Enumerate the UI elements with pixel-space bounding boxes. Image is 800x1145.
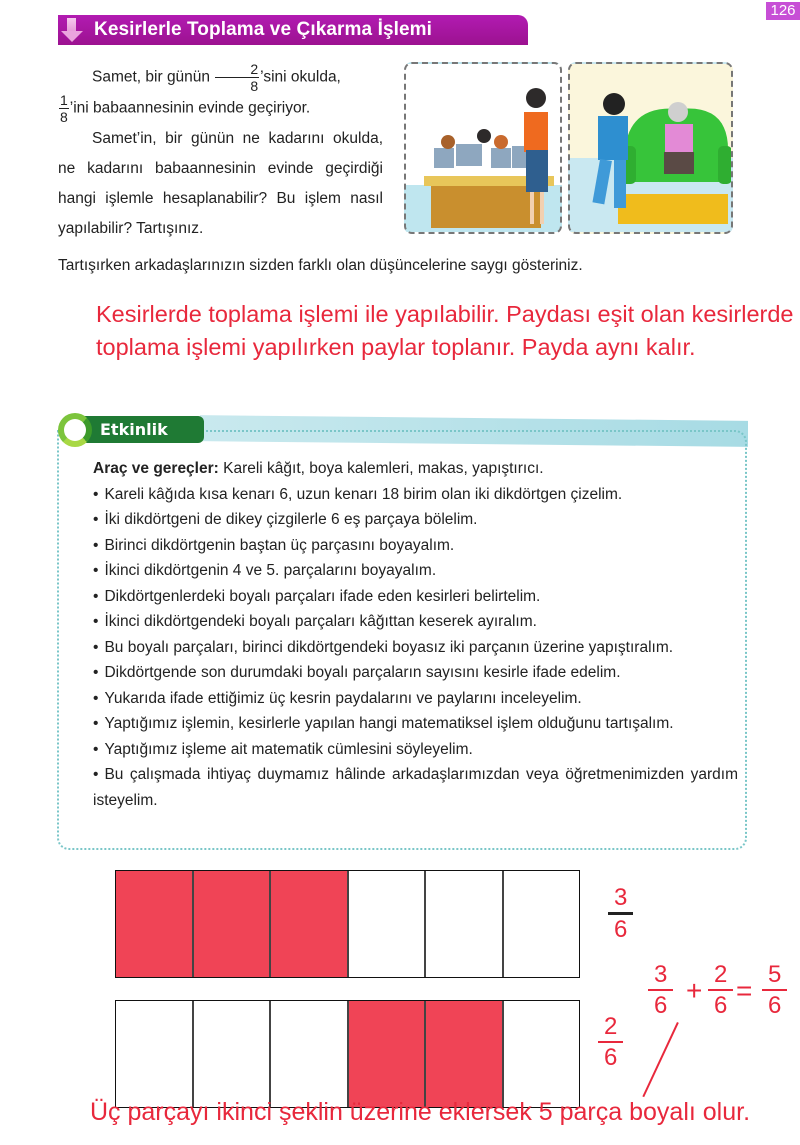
activity-step: • Bu çalışmada ihtiyaç duymamız hâlinde arkadaşlarımızdan veya öğretmenimizden yardım isteyelim. — [93, 762, 738, 813]
arrow-down-icon — [58, 15, 86, 45]
bar-cell-empty — [116, 1001, 194, 1107]
page-number: 126 — [766, 2, 800, 20]
activity-step: • Yaptığımız işlemin, kesirlerle yapılan hangi matematiksel işlem olduğunu tartışalım. — [93, 711, 738, 737]
plus-sign: + — [686, 975, 703, 1006]
activity-step: • İkinci dikdörtgenin 4 ve 5. parçalarını boyayalım. — [93, 558, 738, 584]
equals-sign: = — [736, 975, 753, 1006]
recycle-cycle-icon — [58, 413, 92, 447]
section-title-bar — [58, 15, 528, 45]
intro-text — [58, 62, 383, 244]
activity-step: • Dikdörtgenlerdeki boyalı parçaları ifade eden kesirleri belirtelim. — [93, 584, 738, 610]
fraction-label-bar2: 2 6 — [598, 1015, 623, 1070]
rectangle-2-two-sixths — [115, 1000, 580, 1108]
bar-cell-empty — [504, 1001, 580, 1107]
materials-line — [93, 456, 738, 482]
intro-line1-pre: Samet, bir günün — [92, 68, 211, 86]
activity-step: • İki dikdörtgeni de dikey çizgilerle 6 eş parçaya bölelim. — [93, 507, 738, 533]
bar-cell-empty — [426, 871, 504, 977]
activity-step: • İkinci dikdörtgendeki boyalı parçaları kâğıttan keserek ayıralım. — [93, 609, 738, 635]
activity-content — [93, 456, 738, 813]
bar-cell-shaded — [194, 871, 272, 977]
fraction-label-bar1: 3 6 — [608, 886, 633, 942]
bar-cell-empty — [349, 871, 427, 977]
school-illustration — [404, 62, 562, 234]
bar-cell-empty — [194, 1001, 272, 1107]
equation-term-a: 3 6 — [648, 963, 673, 1018]
intro-line1-post: ’sini okulda, — [260, 68, 341, 86]
bar-cell-shaded — [271, 871, 349, 977]
fraction-1-8: $\frac{1}{8}$ — [60, 92, 68, 125]
activity-step: • Yaptığımız işleme ait matematik cümlesini söyleyelim. — [93, 737, 738, 763]
annotation-pointer-line — [642, 1022, 678, 1097]
equation-term-b: 2 6 — [708, 963, 733, 1018]
bar-cell-shaded — [426, 1001, 504, 1107]
intro-line2-post: ’ini babaannesinin evinde geçiriyor. — [69, 99, 311, 117]
grandmother-illustration — [568, 62, 733, 234]
activity-step: • Birinci dikdörtgenin baştan üç parçasını boyayalım. — [93, 533, 738, 559]
fraction-2-8: $\frac{2}{8}$ — [215, 62, 259, 93]
bar-cell-empty — [504, 871, 580, 977]
bar-cell-empty — [271, 1001, 349, 1107]
intro-last-line: Tartışırken arkadaşlarınızın sizden farklı olan düşüncelerine saygı gösteriniz. — [58, 257, 583, 274]
section-title: Kesirlerle Toplama ve Çıkarma İşlemi — [94, 19, 433, 40]
activity-tab: Etkinlik — [80, 416, 204, 443]
activity-step: • Bu boyalı parçaları, birinci dikdörtgendeki boyasız iki parçanın üzerine yapıştıralım. — [93, 635, 738, 661]
materials-label: Araç ve gereçler: — [93, 460, 219, 477]
bottom-note: Üç parçayı ikinci şeklin üzerine eklersek 5 parça boyalı olur. — [90, 1098, 751, 1126]
bar-cell-shaded — [349, 1001, 427, 1107]
bar-cell-shaded — [116, 871, 194, 977]
handwritten-answer: Kesirlerde toplama işlemi ile yapılabilir. Paydası eşit olan kesirlerde toplama işlemi yapılırken paylar toplanır. Payda aynı kalır. — [96, 301, 794, 360]
activity-step: • Dikdörtgende son durumdaki boyalı parçaların sayısını kesirle ifade edelim. — [93, 660, 738, 686]
rectangle-1-three-sixths — [115, 870, 580, 978]
materials-list: Kareli kâğıt, boya kalemleri, makas, yapıştırıcı. — [218, 460, 544, 477]
intro-question: Samet’in, bir günün ne kadarını okulda, ne kadarını babaannesinin evinde geçirdiği hangi işlemle hesaplanabilir? Bu işlem nasıl yapılabilir? Tartışınız. — [58, 130, 383, 237]
activity-step: • Yukarıda ifade ettiğimiz üç kesrin paydalarını ve paylarını inceleyelim. — [93, 686, 738, 712]
activity-step: • Kareli kâğıda kısa kenarı 6, uzun kenarı 18 birim olan iki dikdörtgen çizelim. — [93, 482, 738, 508]
equation-result: 5 6 — [762, 963, 787, 1018]
